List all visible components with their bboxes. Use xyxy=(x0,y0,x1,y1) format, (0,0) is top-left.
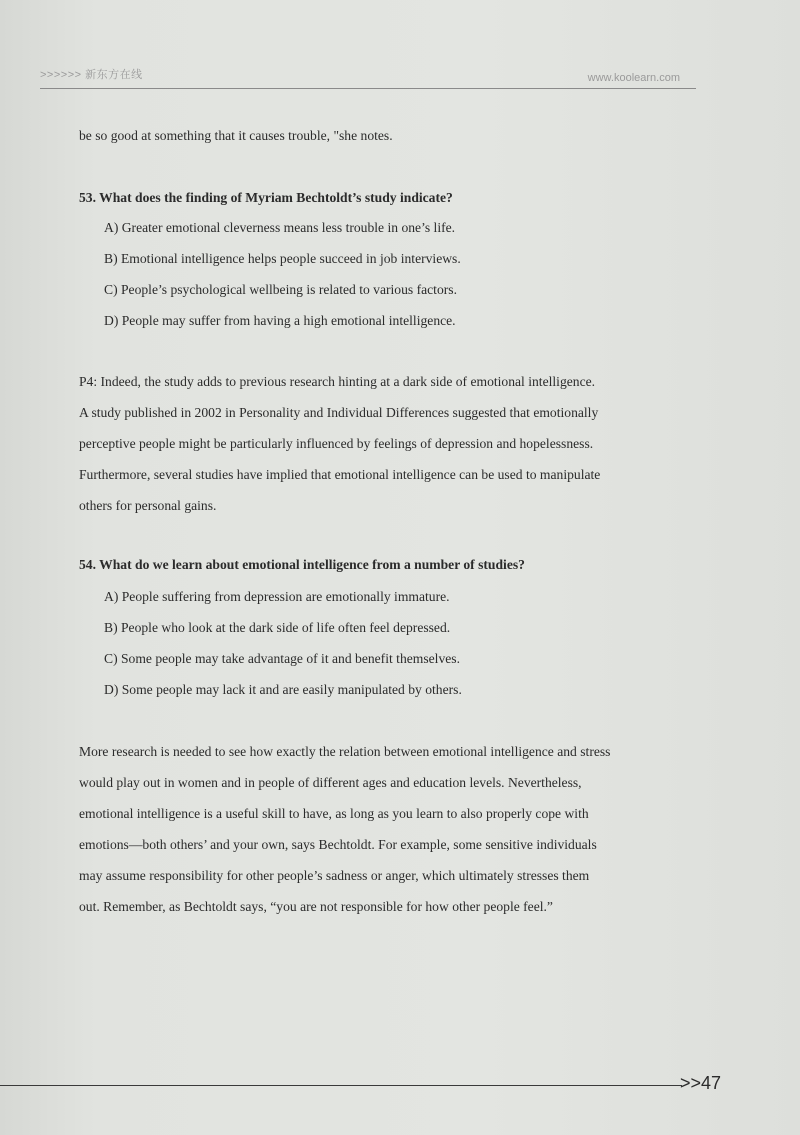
closing-line-2: would play out in women and in people of different ages and education levels. Nevertheless, xyxy=(79,775,582,790)
q54-option-c: C) Some people may take advantage of it and benefit themselves. xyxy=(104,651,460,666)
closing-line-5: may assume responsibility for other people’s sadness or anger, which ultimately stresses them xyxy=(79,868,590,883)
q53-option-a: A) Greater emotional cleverness means less trouble in one’s life. xyxy=(104,220,456,235)
footer-rule xyxy=(0,1085,682,1086)
q53-option-b: B) Emotional intelligence helps people succeed in job interviews. xyxy=(104,251,461,266)
q53-option-d: D) People may suffer from having a high emotional intelligence. xyxy=(104,313,456,328)
question-54: 54. What do we learn about emotional intelligence from a number of studies? xyxy=(79,557,525,572)
intro-line: be so good at something that it causes trouble, "she notes. xyxy=(79,128,393,143)
q53-option-c: C) People’s psychological wellbeing is related to various factors. xyxy=(104,282,457,297)
p4-line-3: perceptive people might be particularly influenced by feelings of depression and hopelessness. xyxy=(79,436,594,451)
q54-option-d: D) Some people may lack it and are easily manipulated by others. xyxy=(104,682,462,697)
closing-line-4: emotions—both others’ and your own, says Bechtoldt. For example, some sensitive individuals xyxy=(79,837,597,852)
q54-option-b: B) People who look at the dark side of life often feel depressed. xyxy=(104,620,451,635)
q54-option-a: A) People suffering from depression are emotionally immature. xyxy=(104,589,450,604)
p4-line-4: Furthermore, several studies have implied that emotional intelligence can be used to manipulate xyxy=(79,467,601,482)
closing-line-1: More research is needed to see how exactly the relation between emotional intelligence and stress xyxy=(79,744,611,759)
header-website: www.koolearn.com xyxy=(587,72,680,84)
question-53: 53. What does the finding of Myriam Bechtoldt’s study indicate? xyxy=(79,190,453,205)
p4-line-5: others for personal gains. xyxy=(79,498,217,513)
p4-line-1: P4: Indeed, the study adds to previous research hinting at a dark side of emotional intelligence. xyxy=(79,374,596,389)
closing-line-3: emotional intelligence is a useful skill to have, as long as you learn to also properly cope with xyxy=(79,806,589,821)
header-brand: >>>>>> 新东方在线 xyxy=(40,69,143,81)
closing-line-6: out. Remember, as Bechtoldt says, “you are not responsible for how other people feel.” xyxy=(79,899,553,914)
page-number: >>47 xyxy=(680,1073,722,1093)
p4-line-2: A study published in 2002 in Personality and Individual Differences suggested that emotionally xyxy=(79,405,599,420)
page-header xyxy=(40,66,696,89)
